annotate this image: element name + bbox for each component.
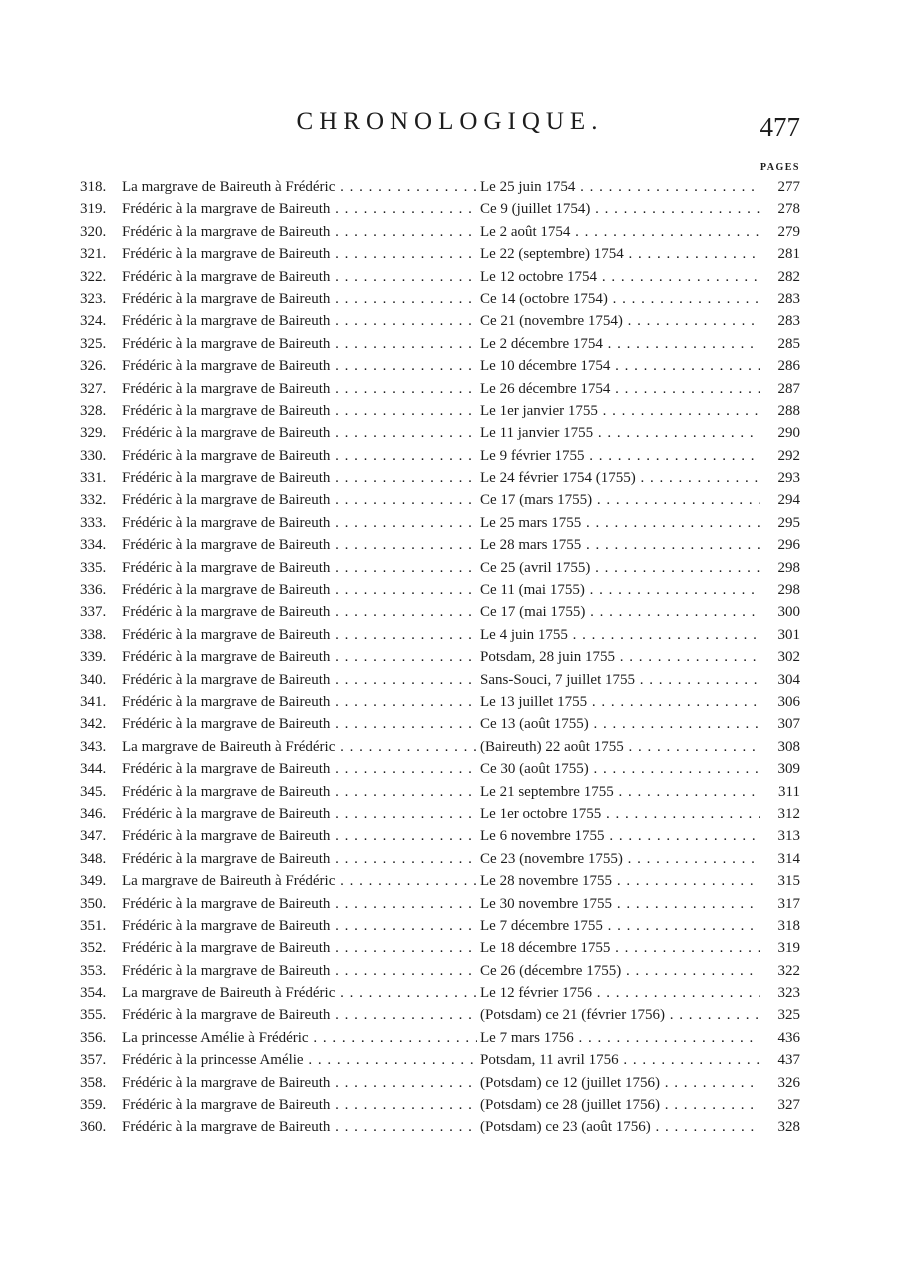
entry-number: 323. — [80, 290, 107, 307]
table-row — [80, 1004, 800, 1026]
entry-number: 334. — [80, 537, 107, 554]
page-reference: 282 — [777, 268, 800, 285]
table-row — [80, 848, 800, 870]
letter-date: Ce 14 (octobre 1754) . . . — [480, 288, 760, 310]
page-reference: 292 — [777, 447, 800, 464]
page-reference: 314 — [777, 850, 800, 867]
correspondent: Frédéric à la margrave de Baireuth . . . — [122, 781, 477, 803]
table-row — [80, 601, 800, 623]
page-reference: 277 — [777, 179, 800, 195]
table-row — [80, 1116, 800, 1138]
letter-date: Le 25 mars 1755 . . . — [480, 512, 760, 534]
letter-date: Le 28 novembre 1755 . . . — [480, 870, 760, 892]
letter-date: Ce 30 (août 1755) . . . — [480, 758, 760, 780]
correspondent: Frédéric à la margrave de Baireuth . . . — [122, 601, 477, 623]
letter-date: Le 7 mars 1756 . . . — [480, 1027, 760, 1049]
letter-date: Le 25 juin 1754 . . . — [480, 176, 760, 198]
correspondent: Frédéric à la margrave de Baireuth . . . — [122, 713, 477, 735]
letter-date: Le 21 septembre 1755 . . . — [480, 781, 760, 803]
entry-number: 335. — [80, 559, 107, 576]
pages-column-label: PAGES — [759, 162, 800, 173]
entry-number: 326. — [80, 358, 107, 375]
correspondent: Frédéric à la margrave de Baireuth . . . — [122, 400, 477, 422]
entry-number: 356. — [80, 1029, 107, 1046]
page-reference: 318 — [777, 917, 800, 934]
table-row — [80, 893, 800, 915]
entry-number: 351. — [80, 917, 107, 934]
page-reference: 300 — [777, 604, 800, 621]
entry-number: 328. — [80, 402, 107, 419]
table-row — [80, 982, 800, 1004]
entry-number: 358. — [80, 1074, 107, 1091]
entry-number: 360. — [80, 1119, 107, 1136]
letter-date: Le 22 (septembre) 1754 . . . — [480, 243, 760, 265]
page-reference: 304 — [777, 671, 800, 688]
page-reference: 325 — [777, 1007, 800, 1024]
page-reference: 308 — [777, 738, 800, 755]
correspondent: Frédéric à la margrave de Baireuth . . . — [122, 333, 477, 355]
letter-date: Ce 9 (juillet 1754) . . . — [480, 198, 760, 220]
page-reference: 436 — [777, 1029, 800, 1046]
page-reference: 295 — [777, 514, 800, 531]
letter-date: Le 4 juin 1755 . . . — [480, 624, 760, 646]
entry-number: 327. — [80, 380, 107, 397]
entry-number: 321. — [80, 246, 107, 263]
correspondent: Frédéric à la margrave de Baireuth . . . — [122, 1094, 477, 1116]
page-reference: 437 — [777, 1052, 800, 1069]
entry-number: 353. — [80, 962, 107, 979]
entry-number: 325. — [80, 335, 107, 352]
correspondent: Frédéric à la margrave de Baireuth . . . — [122, 310, 477, 332]
entry-number: 339. — [80, 649, 107, 666]
correspondent: Frédéric à la margrave de Baireuth . . . — [122, 243, 477, 265]
letter-date: Le 18 décembre 1755 . . . — [480, 937, 760, 959]
page-reference: 311 — [778, 783, 800, 800]
correspondent: Frédéric à la margrave de Baireuth . . . — [122, 848, 477, 870]
table-row — [80, 176, 800, 198]
page-reference: 294 — [777, 492, 800, 509]
correspondent: Frédéric à la margrave de Baireuth . . . — [122, 221, 477, 243]
page-reference: 296 — [777, 537, 800, 554]
letter-date: Le 24 février 1754 (1755) . . . — [480, 467, 760, 489]
correspondent: Frédéric à la margrave de Baireuth . . . — [122, 1004, 477, 1026]
page-reference: 317 — [777, 895, 800, 912]
entry-number: 340. — [80, 671, 107, 688]
correspondent: Frédéric à la margrave de Baireuth . . . — [122, 960, 477, 982]
letter-date: Le 13 juillet 1755 . . . — [480, 691, 760, 713]
correspondent: La margrave de Baireuth à Frédéric . . . — [122, 176, 477, 198]
correspondent: La margrave de Baireuth à Frédéric . . . — [122, 982, 477, 1004]
entry-number: 329. — [80, 425, 107, 442]
entry-number: 322. — [80, 268, 107, 285]
entry-number: 345. — [80, 783, 107, 800]
running-title: CHRONOLOGIQUE. — [296, 108, 604, 135]
correspondent: Frédéric à la margrave de Baireuth . . . — [122, 557, 477, 579]
entry-number: 348. — [80, 850, 107, 867]
letter-date: Le 6 novembre 1755 . . . — [480, 825, 760, 847]
letter-date: Ce 26 (décembre 1755) . . . — [480, 960, 760, 982]
page-reference: 283 — [777, 313, 800, 330]
letter-date: Potsdam, 28 juin 1755 . . . — [480, 646, 760, 668]
entry-number: 333. — [80, 514, 107, 531]
page-reference: 307 — [777, 716, 800, 733]
correspondent: Frédéric à la margrave de Baireuth . . . — [122, 691, 477, 713]
page-reference: 286 — [777, 358, 800, 375]
correspondent: Frédéric à la margrave de Baireuth . . . — [122, 422, 477, 444]
correspondent: Frédéric à la margrave de Baireuth . . . — [122, 893, 477, 915]
correspondent: Frédéric à la margrave de Baireuth . . . — [122, 266, 477, 288]
table-row — [80, 467, 800, 489]
letter-date: Le 10 décembre 1754 . . . — [480, 355, 760, 377]
page-reference: 298 — [777, 582, 800, 599]
correspondent: Frédéric à la margrave de Baireuth . . . — [122, 512, 477, 534]
table-row — [80, 489, 800, 511]
page-reference: 327 — [777, 1097, 800, 1114]
page-reference: 309 — [777, 761, 800, 778]
page-reference: 322 — [777, 962, 800, 979]
table-row — [80, 1049, 800, 1071]
entry-number: 350. — [80, 895, 107, 912]
table-row — [80, 355, 800, 377]
letter-date: Ce 21 (novembre 1754) . . . — [480, 310, 760, 332]
entry-number: 346. — [80, 805, 107, 822]
table-row — [80, 781, 800, 803]
page-number: 477 — [759, 112, 800, 142]
entry-number: 331. — [80, 470, 107, 487]
table-row — [80, 400, 800, 422]
chronological-table — [80, 176, 800, 1139]
letter-date: Le 1er octobre 1755 . . . — [480, 803, 760, 825]
letter-date: Le 12 février 1756 . . . — [480, 982, 760, 1004]
correspondent: Frédéric à la margrave de Baireuth . . . — [122, 646, 477, 668]
table-row — [80, 198, 800, 220]
page-header — [0, 104, 900, 148]
correspondent: Frédéric à la margrave de Baireuth . . . — [122, 198, 477, 220]
entry-number: 330. — [80, 447, 107, 464]
correspondent: Frédéric à la margrave de Baireuth . . . — [122, 915, 477, 937]
correspondent: La margrave de Baireuth à Frédéric . . . — [122, 870, 477, 892]
correspondent: Frédéric à la margrave de Baireuth . . . — [122, 669, 477, 691]
page-reference: 298 — [777, 559, 800, 576]
correspondent: Frédéric à la margrave de Baireuth . . . — [122, 937, 477, 959]
letter-date: Le 26 décembre 1754 . . . — [480, 378, 760, 400]
correspondent: Frédéric à la margrave de Baireuth . . . — [122, 378, 477, 400]
letter-date: Le 9 février 1755 . . . — [480, 445, 760, 467]
letter-date: (Potsdam) ce 21 (février 1756) . . . — [480, 1004, 760, 1026]
entry-number: 320. — [80, 223, 107, 240]
letter-date: Ce 25 (avril 1755) . . . — [480, 557, 760, 579]
table-row — [80, 803, 800, 825]
table-row — [80, 646, 800, 668]
page-reference: 302 — [777, 649, 800, 666]
letter-date: Ce 17 (mars 1755) . . . — [480, 489, 760, 511]
table-row — [80, 243, 800, 265]
table-row — [80, 333, 800, 355]
correspondent: Frédéric à la margrave de Baireuth . . . — [122, 803, 477, 825]
table-row — [80, 221, 800, 243]
entry-number: 347. — [80, 828, 107, 845]
letter-date: (Potsdam) ce 28 (juillet 1756) . . . — [480, 1094, 760, 1116]
page-reference: 326 — [777, 1074, 800, 1091]
page-reference: 287 — [777, 380, 800, 397]
entry-number: 349. — [80, 873, 107, 890]
page-reference: 323 — [777, 985, 800, 1002]
correspondent: Frédéric à la margrave de Baireuth . . . — [122, 288, 477, 310]
table-row — [80, 266, 800, 288]
table-row — [80, 713, 800, 735]
letter-date: (Potsdam) ce 23 (août 1756) . . . — [480, 1116, 760, 1138]
table-row — [80, 870, 800, 892]
entry-number: 357. — [80, 1052, 107, 1069]
page-reference: 319 — [777, 940, 800, 957]
table-row — [80, 557, 800, 579]
entry-number: 341. — [80, 693, 107, 710]
letter-date: Le 30 novembre 1755 . . . — [480, 893, 760, 915]
correspondent: Frédéric à la margrave de Baireuth . . . — [122, 534, 477, 556]
correspondent: La margrave de Baireuth à Frédéric . . . — [122, 736, 477, 758]
letter-date: Potsdam, 11 avril 1756 . . . — [480, 1049, 760, 1071]
correspondent: Frédéric à la princesse Amélie . . . — [122, 1049, 477, 1071]
letter-date: Le 28 mars 1755 . . . — [480, 534, 760, 556]
page-reference: 312 — [777, 805, 800, 822]
correspondent: Frédéric à la margrave de Baireuth . . . — [122, 579, 477, 601]
letter-date: Le 2 décembre 1754 . . . — [480, 333, 760, 355]
entry-number: 355. — [80, 1007, 107, 1024]
page-reference: 313 — [777, 828, 800, 845]
letter-date: Le 7 décembre 1755 . . . — [480, 915, 760, 937]
entry-number: 319. — [80, 201, 107, 218]
letter-date: (Baireuth) 22 août 1755 . . . — [480, 736, 760, 758]
letter-date: Ce 23 (novembre 1755) . . . — [480, 848, 760, 870]
letter-date: Ce 13 (août 1755) . . . — [480, 713, 760, 735]
entry-number: 342. — [80, 716, 107, 733]
table-row — [80, 288, 800, 310]
entry-number: 359. — [80, 1097, 107, 1114]
letter-date: Le 1er janvier 1755 . . . — [480, 400, 760, 422]
table-row — [80, 915, 800, 937]
correspondent: Frédéric à la margrave de Baireuth . . . — [122, 445, 477, 467]
page-reference: 285 — [777, 335, 800, 352]
entry-number: 343. — [80, 738, 107, 755]
table-row — [80, 422, 800, 444]
entry-number: 318. — [80, 179, 107, 195]
table-row — [80, 1027, 800, 1049]
letter-date: Le 2 août 1754 . . . — [480, 221, 760, 243]
entry-number: 352. — [80, 940, 107, 957]
correspondent: Frédéric à la margrave de Baireuth . . . — [122, 758, 477, 780]
correspondent: La princesse Amélie à Frédéric . . . — [122, 1027, 477, 1049]
correspondent: Frédéric à la margrave de Baireuth . . . — [122, 467, 477, 489]
correspondent: Frédéric à la margrave de Baireuth . . . — [122, 624, 477, 646]
table-row — [80, 758, 800, 780]
correspondent: Frédéric à la margrave de Baireuth . . . — [122, 355, 477, 377]
page-reference: 306 — [777, 693, 800, 710]
entry-number: 354. — [80, 985, 107, 1002]
table-row — [80, 310, 800, 332]
table-row — [80, 512, 800, 534]
table-row — [80, 378, 800, 400]
page-reference: 281 — [777, 246, 800, 263]
table-row — [80, 534, 800, 556]
page-reference: 301 — [777, 626, 800, 643]
table-row — [80, 624, 800, 646]
letter-date: Le 12 octobre 1754 . . . — [480, 266, 760, 288]
entry-number: 332. — [80, 492, 107, 509]
page-reference: 288 — [777, 402, 800, 419]
table-row — [80, 1072, 800, 1094]
page-reference: 290 — [777, 425, 800, 442]
correspondent: Frédéric à la margrave de Baireuth . . . — [122, 489, 477, 511]
table-row — [80, 937, 800, 959]
entry-number: 337. — [80, 604, 107, 621]
letter-date: Ce 17 (mai 1755) . . . — [480, 601, 760, 623]
table-row — [80, 825, 800, 847]
page-reference: 328 — [777, 1119, 800, 1136]
letter-date: Ce 11 (mai 1755) . . . — [480, 579, 760, 601]
page-reference: 283 — [777, 290, 800, 307]
entry-number: 324. — [80, 313, 107, 330]
table-row — [80, 691, 800, 713]
table-row — [80, 736, 800, 758]
page-reference: 315 — [777, 873, 800, 890]
entry-number: 336. — [80, 582, 107, 599]
letter-date: Sans-Souci, 7 juillet 1755 . . . — [480, 669, 760, 691]
table-row — [80, 1094, 800, 1116]
letter-date: (Potsdam) ce 12 (juillet 1756) . . . — [480, 1072, 760, 1094]
entry-number: 338. — [80, 626, 107, 643]
letter-date: Le 11 janvier 1755 . . . — [480, 422, 760, 444]
table-row — [80, 445, 800, 467]
table-row — [80, 579, 800, 601]
page-reference: 293 — [777, 470, 800, 487]
correspondent: Frédéric à la margrave de Baireuth . . . — [122, 1072, 477, 1094]
page-reference: 279 — [777, 223, 800, 240]
correspondent: Frédéric à la margrave de Baireuth . . . — [122, 1116, 477, 1138]
page-reference: 278 — [777, 201, 800, 218]
table-row — [80, 960, 800, 982]
table-row — [80, 669, 800, 691]
entry-number: 344. — [80, 761, 107, 778]
correspondent: Frédéric à la margrave de Baireuth . . . — [122, 825, 477, 847]
